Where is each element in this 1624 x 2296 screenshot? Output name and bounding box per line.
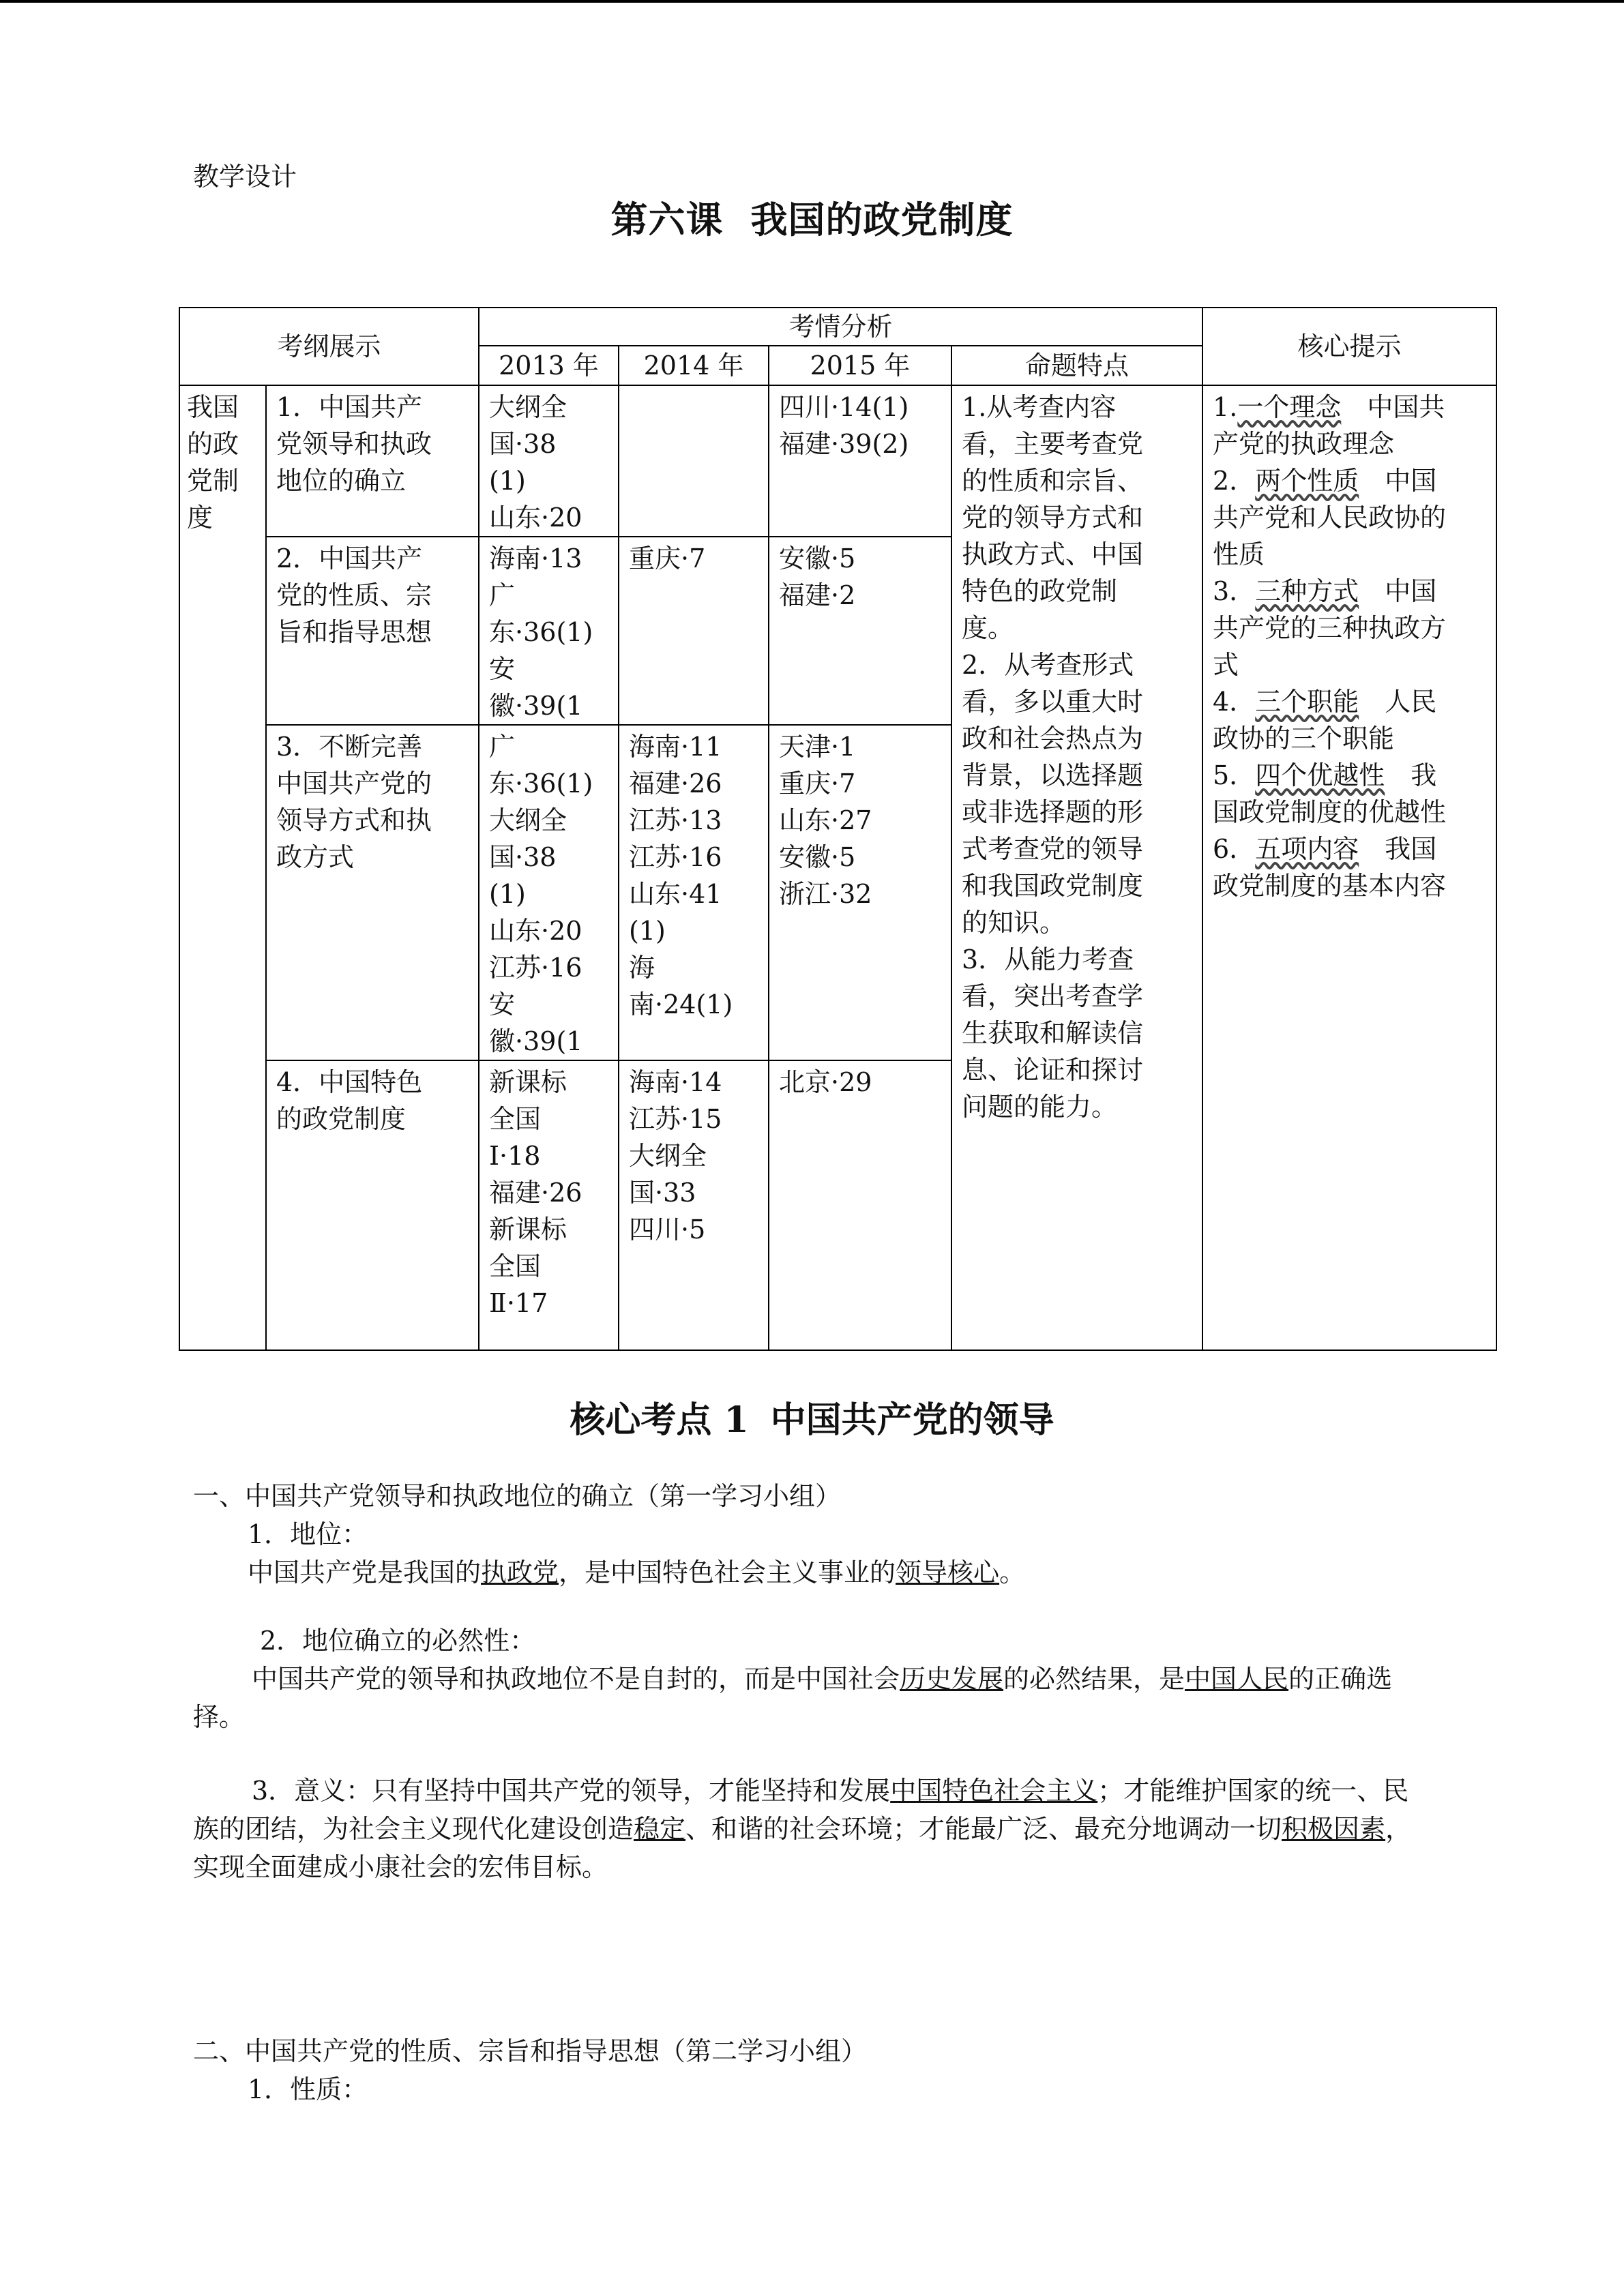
cell-line: 安 [489,654,516,684]
text-span: 中国共产党是我国的 [248,1557,482,1587]
cell-line: 江苏·13 [629,805,722,835]
core-tip-line: 性质 [1213,539,1265,569]
cell-2014 [619,1060,769,1350]
header-2014: 2014 年 [619,346,769,385]
core-tips-cell [1202,385,1496,1350]
cell-line: Ⅰ·18 [489,1141,541,1171]
key-phrase: 四个优越性 [1255,760,1385,790]
text-span: 、和谐的社会环境；才能最广泛、最充分地调动一切 [685,1814,1282,1844]
cell-line: 江苏·15 [629,1104,722,1134]
text-span: 3．意义：只有坚持中国共产党的领导，才能坚持和发展 [252,1776,891,1806]
cell-line: 党的性质、宗 [276,580,432,610]
core-tip-line: 产党的执政理念 [1213,429,1395,459]
cell-line: 国·38 [489,429,557,459]
cell-2014 [619,725,769,1060]
cell-line: (1) [489,879,526,909]
cell-line: 我国 [187,392,239,422]
lesson-number: 第六课 [610,198,724,241]
cell-line: 和我国政党制度 [962,871,1144,901]
cell-line: (1) [629,916,666,946]
core-tip-line: 国政党制度的优越性 [1213,797,1447,827]
text-span: 。 [999,1557,1026,1587]
cell-line: 徽·39(1 [489,1026,583,1056]
cell-line: 看，主要考查党 [962,429,1144,459]
cell-line: 生获取和解读信 [962,1018,1144,1048]
underlined-term: 稳定 [634,1814,686,1844]
header-features: 命题特点 [951,346,1202,385]
cell-line: 安徽·5 [779,543,856,573]
topic-cell [266,385,479,537]
cell-line: 执政方式、中国 [962,539,1144,569]
topic-cell [266,1060,479,1350]
cell-line: 式考查党的领导 [962,834,1144,864]
cell-line: 四川·5 [629,1214,706,1244]
header-label: 教学设计 [193,162,297,192]
cell-2015 [769,1060,951,1350]
table-header-row [179,308,1496,346]
module-cell [179,385,266,1350]
cell-line: 安徽·5 [779,842,856,872]
text-span: ，实现全面建成小康社会的宏伟目标。 [193,1814,1412,1882]
item-significance-text [193,1772,1434,1886]
cell-line: 重庆·7 [779,769,856,799]
cell-line: 山东·20 [489,503,582,533]
cell-line: 的政 [187,429,239,459]
cell-line: 党制 [187,466,239,496]
cell-line: 海南·11 [629,732,722,762]
exam-analysis-table [179,307,1497,1351]
cell-line: 领导方式和执 [276,805,432,835]
cell-2015 [769,725,951,1060]
cell-line: 1.从考查内容 [962,392,1117,422]
cell-line: 山东·41 [629,879,722,909]
cell-line: 国·38 [489,842,557,872]
underlined-term: 中国特色社会主义 [890,1776,1098,1806]
cell-line: 背景，以选择题 [962,760,1144,790]
cell-line: 1．中国共产 [276,392,423,422]
cell-line: 的知识。 [962,908,1066,938]
text-span: 中国共产党的领导和执政地位不是自封的，而是中国社会 [252,1664,900,1694]
key-phrase: 三个职能 [1255,687,1359,717]
cell-2013 [479,725,619,1060]
cell-line: Ⅱ·17 [489,1288,548,1318]
core-tip-line: 5．四个优越性 我 [1213,760,1437,790]
item-necessity-text [193,1660,1434,1736]
cell-line: 息、论证和探讨 [962,1055,1144,1085]
cell-line: 福建·26 [489,1178,582,1208]
table-row [179,385,1496,537]
cell-line: 大纲全 [489,392,567,422]
page-title [0,191,1624,243]
underlined-term: 执政党 [481,1557,559,1587]
cell-2014 [619,385,769,537]
cell-line: 福建·2 [779,580,856,610]
cell-line: 4．中国特色 [276,1067,423,1097]
cell-line: 南·24(1) [629,989,733,1019]
underlined-term: 中国人民 [1185,1664,1289,1694]
text-span: 的正确选择。 [193,1664,1393,1732]
cell-line: 度。 [962,613,1014,643]
cell-line: 或非选择题的形 [962,797,1144,827]
core-tip-line: 3．三种方式 中国 [1213,576,1437,606]
cell-line: 党的领导方式和 [962,503,1144,533]
cell-line: 安 [489,989,516,1019]
cell-line: 中国共产党的 [276,769,432,799]
cell-line: 大纲全 [629,1141,707,1171]
cell-line: 的政党制度 [276,1104,407,1134]
cell-line: 四川·14(1) [779,392,909,422]
lesson-topic: 我国的政党制度 [750,198,1014,241]
part1-item2 [193,1622,1434,1736]
cell-line: 地位的确立 [276,466,407,496]
cell-line: 福建·26 [629,769,722,799]
cell-line: 江苏·16 [489,953,582,983]
item-nature-label: 1．性质： [248,2074,368,2104]
section-title [0,1391,1624,1442]
underlined-term: 历史发展 [900,1664,1004,1694]
cell-line: 浙江·32 [779,879,872,909]
cell-line: 北京·29 [779,1067,872,1097]
cell-line: 的性质和宗旨、 [962,466,1144,496]
cell-2015 [769,537,951,725]
cell-line: 全国 [489,1104,542,1134]
core-tip-line: 政党制度的基本内容 [1213,871,1447,901]
item-position-text [193,1553,1434,1592]
part1-item3 [193,1772,1434,1886]
cell-line: 党领导和执政 [276,429,432,459]
cell-line: 2．从考查形式 [962,650,1134,680]
cell-line: 广 [489,580,516,610]
cell-line: 徽·39(1 [489,691,583,721]
underlined-term: 领导核心 [896,1557,1000,1587]
cell-line: 新课标 [489,1067,567,1097]
cell-line: 大纲全 [489,805,567,835]
key-phrase: 三种方式 [1255,576,1359,606]
cell-line: 天津·1 [779,732,856,762]
core-tip-line: 1.一个理念 中国共 [1213,392,1445,422]
cell-line: 海南·13 [489,543,582,573]
cell-line: 山东·27 [779,805,872,835]
core-tip-line: 共产党和人民政协的 [1213,503,1447,533]
section-heading: 中国共产党的领导 [770,1399,1054,1441]
cell-line: 东·36(1) [489,769,593,799]
key-phrase: 两个性质 [1255,466,1359,496]
cell-line: 旨和指导思想 [276,617,432,647]
cell-line: 看，多以重大时 [962,687,1144,717]
part1-heading: 一、中国共产党领导和执政地位的确立（第一学习小组） [193,1481,842,1511]
header-2015: 2015 年 [769,346,951,385]
cell-line: 全国 [489,1251,542,1281]
cell-line: 重庆·7 [629,543,706,573]
header-core: 核心提示 [1202,308,1496,385]
cell-line: 海 [629,953,655,983]
header-2013: 2013 年 [479,346,619,385]
top-border-line [0,0,1624,3]
cell-line: 福建·39(2) [779,429,909,459]
cell-2015 [769,385,951,537]
part2-heading: 二、中国共产党的性质、宗旨和指导思想（第二学习小组） [193,2036,868,2066]
core-tip-line: 共产党的三种执政方 [1213,613,1447,643]
core-tip-line: 4．三个职能 人民 [1213,687,1437,717]
topic-cell [266,725,479,1060]
topic-cell [266,537,479,725]
cell-line: 广 [489,732,516,762]
underlined-term: 积极因素 [1282,1814,1386,1844]
core-tip-line: 6．五项内容 我国 [1213,834,1437,864]
cell-line: 海南·14 [629,1067,722,1097]
header-syllabus: 考纲展示 [179,308,479,385]
header-analysis: 考情分析 [479,308,1202,346]
core-tip-line: 式 [1213,650,1239,680]
cell-line: 新课标 [489,1214,567,1244]
cell-line: 特色的政党制 [962,576,1118,606]
cell-line: 2．中国共产 [276,543,423,573]
part2 [193,2032,1434,2108]
cell-line: 山东·20 [489,916,582,946]
key-phrase: 一个理念 [1237,392,1342,422]
cell-line: (1) [489,466,526,496]
core-tip-line: 2．两个性质 中国 [1213,466,1437,496]
cell-line: 政方式 [276,842,355,872]
text-span: 的必然结果，是 [1003,1664,1185,1694]
cell-line: 度 [187,503,213,533]
key-phrase: 五项内容 [1255,834,1359,864]
text-span: ，是中国特色社会主义事业的 [559,1557,896,1587]
cell-line: 看，突出考查学 [962,981,1144,1011]
cell-2013 [479,1060,619,1350]
item-necessity-label: 2．地位确立的必然性： [260,1626,536,1656]
cell-line: 问题的能力。 [962,1092,1118,1122]
cell-line: 江苏·16 [629,842,722,872]
features-cell [951,385,1202,1350]
item-position-label: 1．地位： [248,1519,368,1549]
cell-line: 3．从能力考查 [962,944,1134,974]
section-kicker: 核心考点 1 [570,1399,749,1441]
part1 [193,1477,1434,1592]
cell-line: 国·33 [629,1178,696,1208]
cell-line: 东·36(1) [489,617,593,647]
cell-2014 [619,537,769,725]
core-tip-line: 政协的三个职能 [1213,724,1395,754]
text-span: ；才能维护国家的统一、民族的团结，为社会主义现代化建设创造 [193,1776,1409,1844]
cell-2013 [479,537,619,725]
cell-line: 3．不断完善 [276,732,423,762]
cell-line: 政和社会热点为 [962,724,1144,754]
cell-2013 [479,385,619,537]
